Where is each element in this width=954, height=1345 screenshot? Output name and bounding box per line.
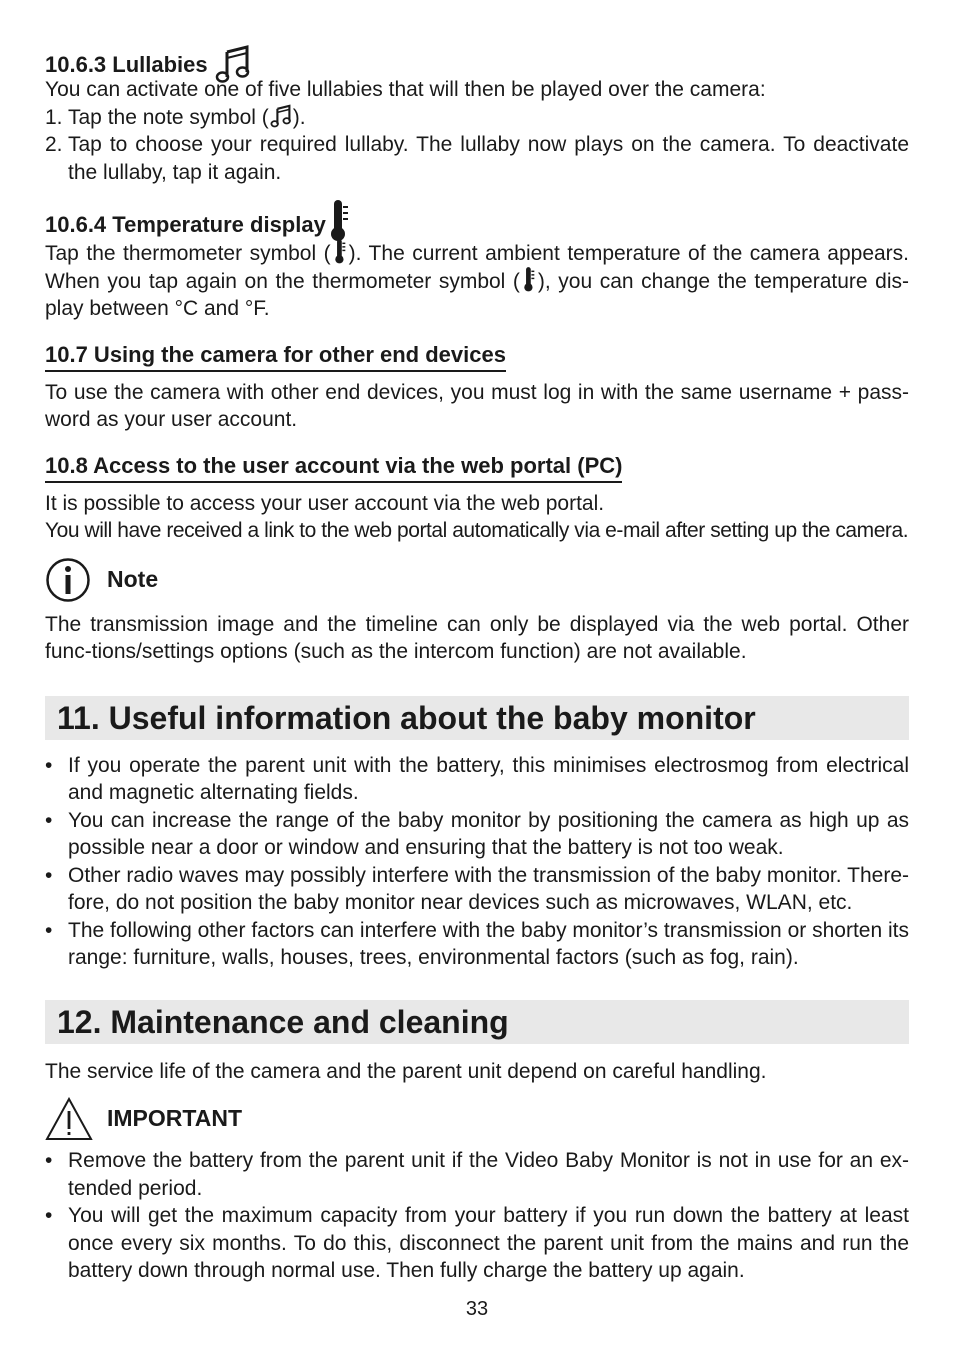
thermometer-icon	[328, 198, 350, 242]
note-text: The transmission image and the timeline can only be displayed via the web portal. Other func-tions/settings options (such as the intercom function) are not available.	[45, 612, 909, 663]
important-box	[45, 1097, 909, 1141]
thermometer-icon	[333, 238, 347, 264]
web-portal-line1: It is possible to access your user account via the web portal.	[45, 491, 605, 515]
heading-useful-information: 11. Useful information about the baby monitor	[45, 696, 909, 740]
lullabies-intro: You can activate one of five lullabies that will then be played over the camera:	[45, 78, 766, 101]
step-text: Tap the note symbol ( ).	[68, 105, 306, 129]
list-item	[45, 104, 909, 132]
maintenance-intro: The service life of the camera and the parent unit depend on careful handling.	[45, 1059, 767, 1083]
heading-temperature-display	[45, 198, 909, 240]
heading-text: 10.6.4 Temperature display	[45, 212, 326, 237]
list-item: • You will get the maximum capacity from your battery if you run down the battery at least once every six months. To do this, disconnect the parent unit from the mains and run the battery down through normal use. Then fully charge the battery up again.	[45, 1204, 909, 1282]
list-item: • You can increase the range of the baby monitor by positioning the camera as high up as possible near a door or window and ensuring that the battery is not too weak.	[45, 808, 909, 859]
list-item: • Remove the battery from the parent unit if the Video Baby Monitor is not in use for an ex-tended period.	[45, 1149, 909, 1200]
music-note-icon	[270, 104, 292, 128]
useful-information-list	[45, 752, 909, 972]
web-portal-line2: You will have received a link to the web portal automatically via e-mail after setting up the camera.	[45, 519, 909, 542]
note-label: Note	[107, 565, 159, 592]
list-item: • If you operate the parent unit with the battery, this minimises electrosmog from electrical and magnetic alternating fields.	[45, 753, 909, 804]
lullabies-steps	[45, 104, 909, 187]
heading-lullabies	[45, 44, 909, 80]
info-icon	[45, 557, 91, 603]
other-devices-text: To use the camera with other end devices, you must log in with the same username + pass-word as your user account.	[45, 380, 909, 431]
heading-other-devices: 10.7 Using the camera for other end devices	[45, 341, 506, 372]
thermometer-icon	[522, 266, 536, 292]
important-label: IMPORTANT	[107, 1105, 243, 1132]
heading-text: 10.6.3 Lullabies	[45, 52, 208, 77]
step-text: Tap to choose your required lullaby. The lullaby now plays on the camera. To deactivate the lullaby, tap it again.	[68, 133, 909, 184]
temperature-text: Tap the thermometer symbol ( ). The current ambient temperature of the camera appears. When you tap again on the thermometer symbol ( ), you can change the temperature dis-play between °C and °F.	[45, 240, 909, 323]
note-box	[45, 557, 909, 603]
heading-web-portal: 10.8 Access to the user account via the web portal (PC)	[45, 452, 622, 483]
list-item: • Other radio waves may possibly interfere with the transmission of the baby monitor. There-fore, do not position the baby monitor near devices such as microwaves, WLAN, etc.	[45, 863, 909, 914]
manual-page	[45, 44, 909, 1285]
list-item	[45, 131, 909, 186]
maintenance-list	[45, 1147, 909, 1285]
list-item: • The following other factors can interfere with the baby monitor’s transmission or shorten its range: furniture, walls, houses, trees, environmental factors (such as fog, rain).	[45, 918, 909, 969]
step-number: 2.	[45, 133, 63, 156]
step-number: 1.	[45, 105, 63, 129]
heading-maintenance: 12. Maintenance and cleaning	[45, 1000, 909, 1044]
page-number: 33	[465, 1298, 489, 1320]
warning-icon	[45, 1097, 93, 1141]
